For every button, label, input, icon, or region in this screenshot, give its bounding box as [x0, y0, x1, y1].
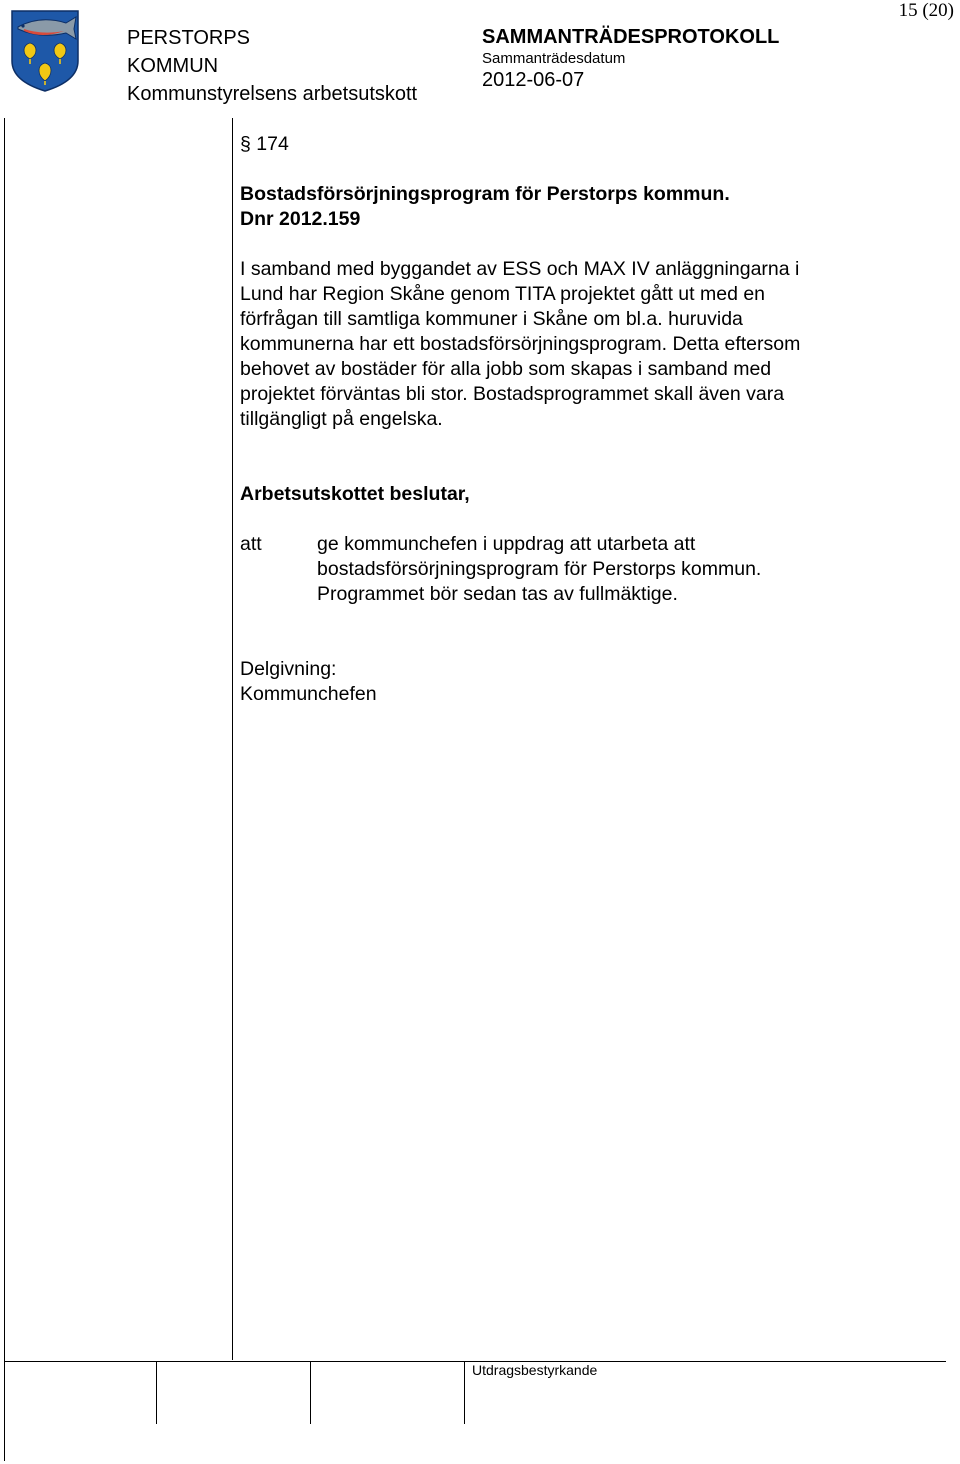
decision-text — [317, 532, 917, 607]
decision-heading: Arbetsutskottet beslutar, — [240, 483, 470, 505]
decision-att-label: att — [240, 533, 262, 555]
section-title-line2: Dnr 2012.159 — [240, 208, 361, 230]
section-title-line1: Bostadsförsörjningsprogram för Perstorps kommun. — [240, 183, 730, 205]
decision-line: Programmet bör sedan tas av fullmäktige. — [317, 583, 678, 605]
body-line: tillgängligt på engelska. — [240, 408, 443, 430]
body-line: behovet av bostäder för alla jobb som skapas i samband med — [240, 358, 772, 380]
protocol-date: 2012-06-07 — [482, 69, 585, 91]
body-line: förfrågan till samtliga kommuner i Skåne om bl.a. huruvida — [240, 308, 743, 330]
body-line: I samband med byggandet av ESS och MAX IV anläggningarna i — [240, 258, 800, 280]
section-body — [240, 257, 880, 432]
org-name-line3: Kommunstyrelsens arbetsutskott — [127, 83, 418, 105]
section-number: § 174 — [240, 133, 289, 155]
decision-line: bostadsförsörjningsprogram för Perstorps kommun. — [317, 558, 762, 580]
page-number: 15 (20) — [898, 0, 954, 21]
protocol-title: SAMMANTRÄDESPROTOKOLL — [482, 26, 780, 48]
footer-cell-divider-3 — [464, 1361, 465, 1424]
left-margin-line — [4, 118, 5, 1461]
delgivning-label: Delgivning: — [240, 658, 337, 680]
organization-name — [127, 24, 417, 108]
body-line: projektet förväntas bli stor. Bostadsprogrammet skall även vara — [240, 383, 785, 405]
municipal-crest-icon — [10, 9, 80, 93]
decision-line: ge kommunchefen i uppdrag att utarbeta att — [317, 533, 696, 555]
delgivning-recipient: Kommunchefen — [240, 683, 377, 705]
org-name-line2: KOMMUN — [127, 55, 219, 77]
org-name-line1: PERSTORPS — [127, 27, 250, 49]
footer-utdragsbestyrkande-label: Utdragsbestyrkande — [472, 1362, 598, 1378]
section-title — [240, 182, 880, 232]
body-line: Lund har Region Skåne genom TITA projektet gått ut med en — [240, 283, 766, 305]
protocol-header — [482, 24, 779, 92]
delgivning-block — [240, 657, 880, 707]
protocol-date-label: Sammanträdesdatum — [482, 50, 626, 67]
content-divider-line — [232, 118, 233, 1360]
footer-cell-divider-1 — [156, 1361, 157, 1424]
body-line: kommunerna har ett bostadsförsörjningsprogram. Detta eftersom — [240, 333, 801, 355]
footer-cell-divider-2 — [310, 1361, 311, 1424]
